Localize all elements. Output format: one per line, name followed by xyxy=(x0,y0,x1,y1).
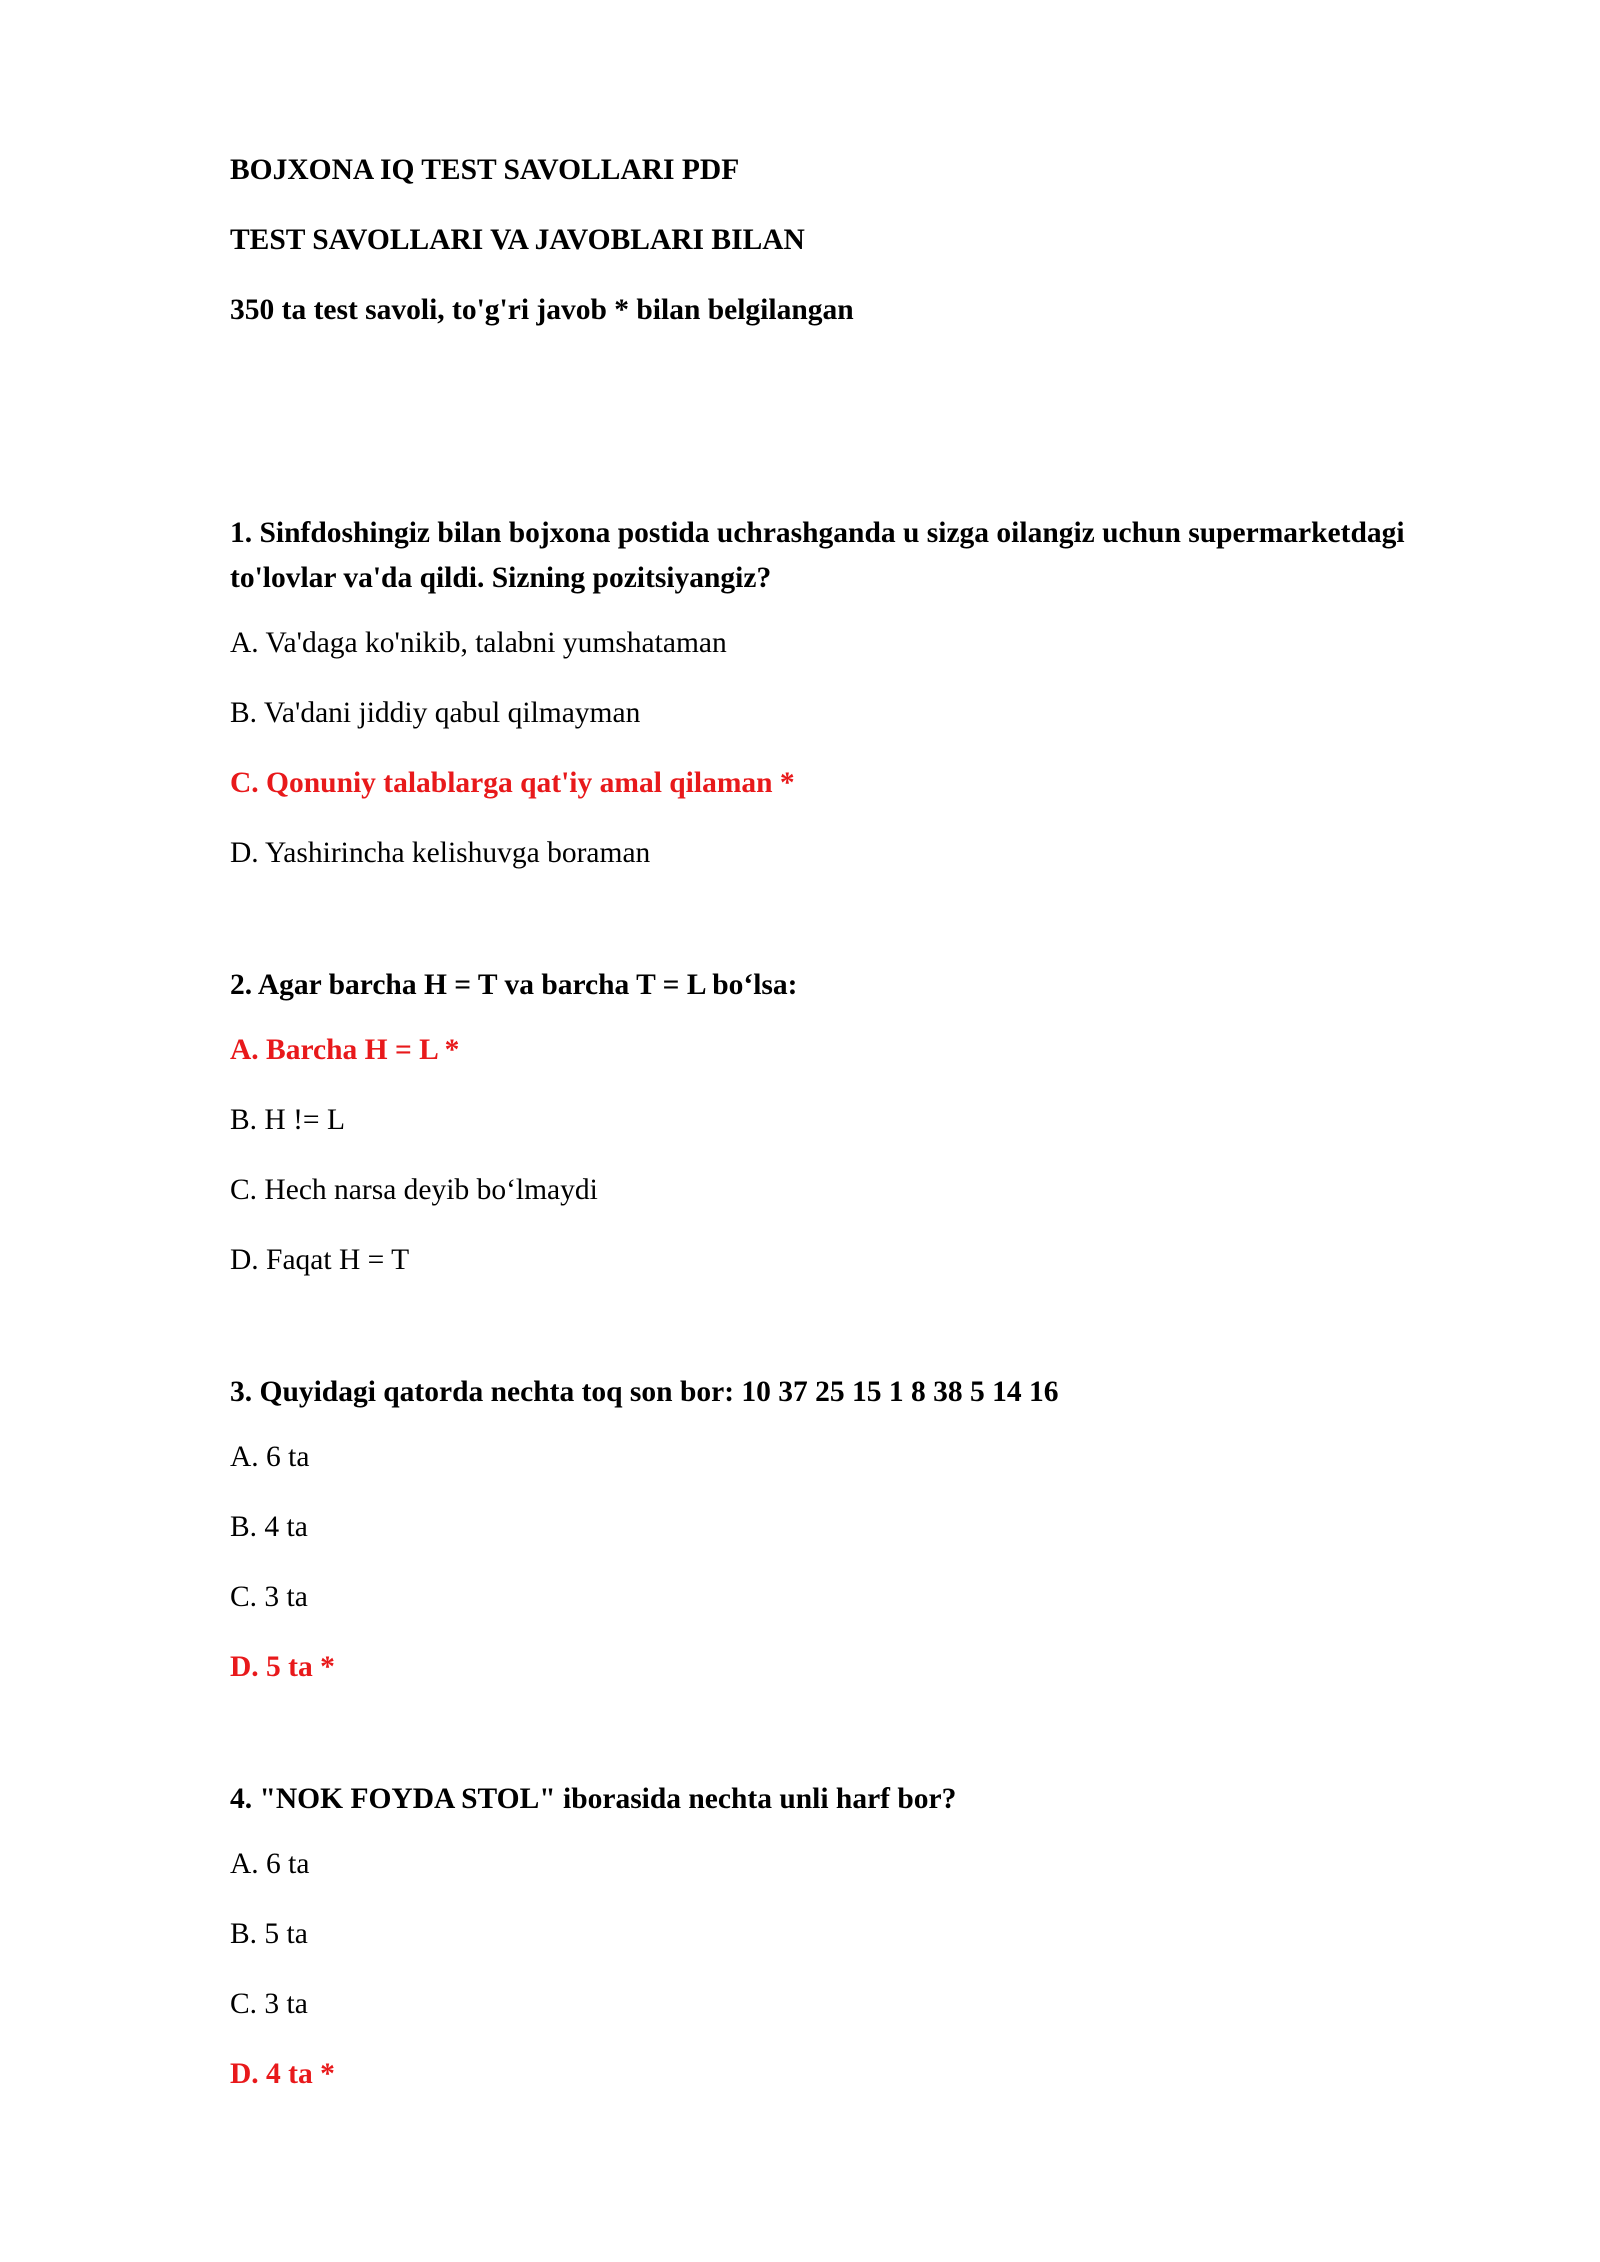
answer-option-b: B. H != L xyxy=(230,1104,345,1136)
answer-option-c: C. 3 ta xyxy=(230,1581,308,1613)
answer-option-d: D. Faqat H = T xyxy=(230,1244,410,1276)
answer-option-d: D. 5 ta * xyxy=(230,1651,335,1683)
document-content xyxy=(230,152,1410,2184)
question-text: 1. Sinfdoshingiz bilan bojxona postida uchrashganda u sizga oilangiz uchun supermarketdagi to'lovlar va'da qildi. Sizning pozitsiyangiz? xyxy=(230,517,1405,594)
document-subtitle: TEST SAVOLLARI VA JAVOBLARI BILAN xyxy=(230,224,805,256)
question-2 xyxy=(230,963,1410,1278)
answer-option-a: A. Barcha H = L * xyxy=(230,1034,460,1066)
answer-option-c: C. Qonuniy talablarga qat'iy amal qilaman * xyxy=(230,767,795,799)
answer-option-d: D. 4 ta * xyxy=(230,2058,335,2090)
question-text: 4. "NOK FOYDA STOL" iborasida nechta unli harf bor? xyxy=(230,1783,957,1815)
question-4 xyxy=(230,1777,1410,2092)
answer-option-b: B. Va'dani jiddiy qabul qilmayman xyxy=(230,697,641,729)
question-text: 2. Agar barcha H = T va barcha T = L bo‘lsa: xyxy=(230,969,798,1001)
header-spacer xyxy=(230,362,1410,511)
answer-option-b: B. 4 ta xyxy=(230,1511,308,1543)
answer-option-a: A. 6 ta xyxy=(230,1441,310,1473)
answer-option-d: D. Yashirincha kelishuvga boraman xyxy=(230,837,651,869)
question-text: 3. Quyidagi qatorda nechta toq son bor: 10 37 25 15 1 8 38 5 14 16 xyxy=(230,1376,1059,1408)
question-3 xyxy=(230,1370,1410,1685)
answer-option-b: B. 5 ta xyxy=(230,1918,308,1950)
document-title: BOJXONA IQ TEST SAVOLLARI PDF xyxy=(230,154,740,186)
answer-option-a: A. Va'daga ko'nikib, talabni yumshataman xyxy=(230,627,727,659)
answer-option-a: A. 6 ta xyxy=(230,1848,310,1880)
answer-option-c: C. 3 ta xyxy=(230,1988,308,2020)
question-1 xyxy=(230,511,1410,871)
document-description: 350 ta test savoli, to'g'ri javob * bilan belgilangan xyxy=(230,294,854,326)
answer-option-c: C. Hech narsa deyib bo‘lmaydi xyxy=(230,1174,598,1206)
